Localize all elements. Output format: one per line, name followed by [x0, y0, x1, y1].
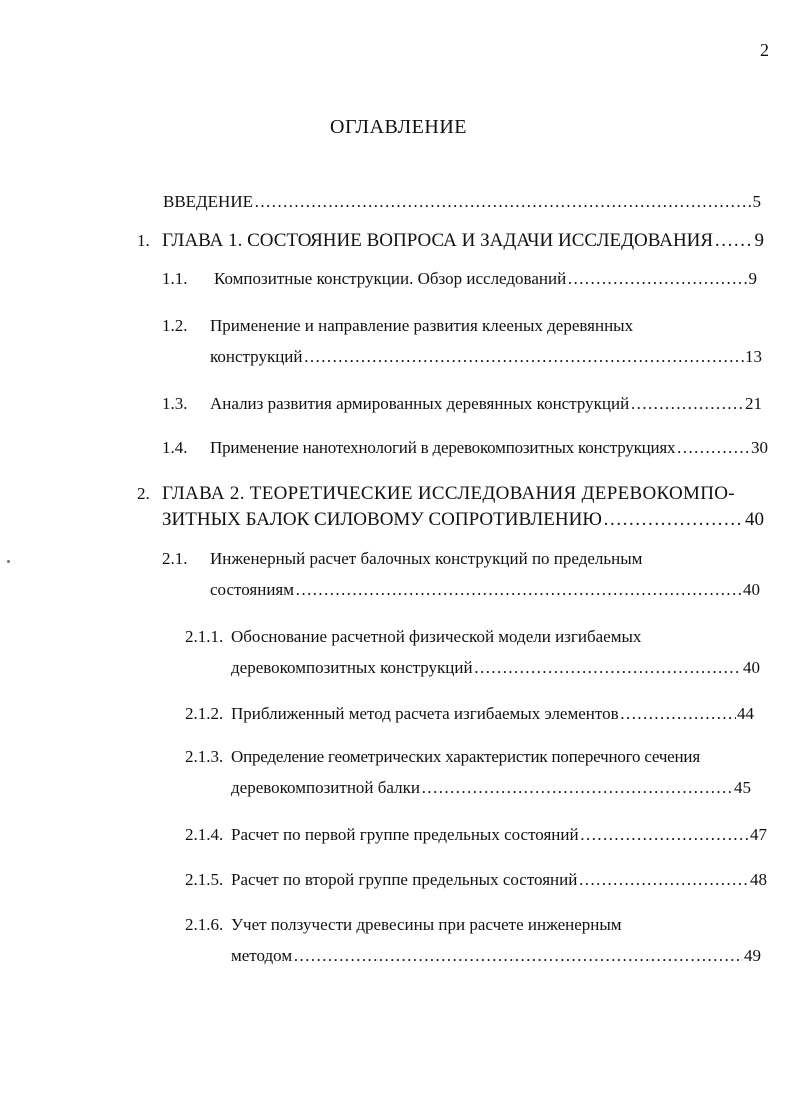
toc-entry-subsection-2-1-5[interactable]: [231, 869, 767, 891]
toc-entry-page: 5: [752, 192, 761, 211]
toc-entry-section-1-1[interactable]: [214, 268, 757, 290]
toc-leader-dots: [676, 437, 750, 459]
toc-entry-title: ЗИТНЫХ БАЛОК СИЛОВОМУ СОПРОТИВЛЕНИЮ: [162, 509, 602, 530]
toc-leader-dots: [295, 579, 742, 601]
toc-entry-page: 48: [750, 870, 767, 889]
toc-entry-subsection-2-1-6-line1[interactable]: Учет ползучести древесины при расчете инженерным: [231, 915, 622, 934]
toc-entry-title: деревокомпозитных конструкций: [231, 658, 473, 677]
toc-entry-title: деревокомпозитной балки: [231, 778, 420, 797]
toc-entry-subsection-2-1-2[interactable]: [231, 703, 754, 725]
toc-section-number: 1.1.: [162, 269, 188, 288]
toc-entry-subsection-2-1-4[interactable]: [231, 824, 767, 846]
toc-entry-title: Применение нанотехнологий в деревокомпозитных конструкциях: [210, 438, 676, 457]
toc-entry-section-2-1-line2[interactable]: [210, 579, 760, 601]
toc-section-number: 1.4.: [162, 438, 188, 457]
toc-section-number: 1.3.: [162, 394, 188, 413]
toc-entry-page: 40: [745, 509, 764, 530]
toc-leader-dots: [714, 230, 753, 252]
toc-entry-page: 47: [750, 825, 767, 844]
toc-leader-dots: [254, 191, 752, 213]
toc-entry-subsection-2-1-1-line2[interactable]: [231, 657, 760, 679]
toc-subsection-number: 2.1.2.: [185, 704, 224, 723]
toc-entry-page: 40: [743, 658, 760, 677]
toc-leader-dots: [474, 657, 742, 679]
toc-section-number: 2.1.: [162, 549, 188, 568]
toc-entry-chapter-2-line2[interactable]: [162, 509, 764, 531]
toc-entry-section-2-1-line1[interactable]: Инженерный расчет балочных конструкций по предельным: [210, 549, 643, 568]
toc-entry-section-1-2-line1[interactable]: Применение и направление развития клееных деревянных: [210, 316, 634, 335]
toc-chapter-number: 1.: [137, 231, 150, 250]
toc-section-number: 1.2.: [162, 316, 188, 335]
toc-entry-page: 44: [737, 704, 754, 723]
toc-entry-section-1-4[interactable]: [210, 437, 768, 459]
toc-entry-page: 21: [745, 394, 762, 413]
toc-entry-title: Анализ развития армированных деревянных конструкций: [210, 394, 630, 413]
toc-entry-subsection-2-1-1-line1[interactable]: Обоснование расчетной физической модели изгибаемых: [231, 627, 642, 646]
toc-leader-dots: [567, 268, 747, 290]
toc-entry-subsection-2-1-6-line2[interactable]: [231, 945, 761, 967]
toc-entry-title: конструкций: [210, 347, 303, 366]
toc-subsection-number: 2.1.1.: [185, 627, 224, 646]
scan-speck: [7, 560, 10, 563]
toc-entry-title: Расчет по второй группе предельных состояний: [231, 870, 578, 889]
toc-subsection-number: 2.1.5.: [185, 870, 224, 889]
toc-entry-chapter-2-line1[interactable]: ГЛАВА 2. ТЕОРЕТИЧЕСКИЕ ИССЛЕДОВАНИЯ ДЕРЕВОКОМПО-: [162, 483, 735, 504]
toc-entry-title: ВВЕДЕНИЕ: [163, 192, 253, 211]
toc-entry-title: Расчет по первой группе предельных состояний: [231, 825, 579, 844]
toc-leader-dots: [293, 945, 743, 967]
toc-leader-dots: [620, 703, 736, 725]
toc-entry-title: Композитные конструкции. Обзор исследований: [214, 269, 567, 288]
toc-leader-dots: [304, 346, 744, 368]
toc-entry-section-1-2-line2[interactable]: [210, 346, 762, 368]
toc-entry-section-1-3[interactable]: [210, 393, 762, 415]
page-number: 2: [760, 40, 769, 60]
toc-entry-subsection-2-1-3-line2[interactable]: [231, 777, 751, 799]
toc-entry-page: 30: [751, 438, 768, 457]
toc-entry-introduction[interactable]: [163, 191, 761, 213]
toc-entry-page: 13: [745, 347, 762, 366]
toc-leader-dots: [630, 393, 744, 415]
toc-entry-title: Приближенный метод расчета изгибаемых элементов: [231, 704, 619, 723]
toc-entry-page: 9: [748, 269, 757, 288]
toc-chapter-number: 2.: [137, 484, 150, 503]
toc-subsection-number: 2.1.6.: [185, 915, 224, 934]
toc-entry-page: 49: [744, 946, 761, 965]
page-title: ОГЛАВЛЕНИЕ: [330, 116, 467, 138]
toc-subsection-number: 2.1.4.: [185, 825, 224, 844]
toc-entry-title: ГЛАВА 1. СОСТОЯНИЕ ВОПРОСА И ЗАДАЧИ ИССЛЕДОВАНИЯ: [162, 230, 714, 251]
toc-entry-title: состояниям: [210, 580, 294, 599]
toc-entry-page: 9: [754, 230, 764, 251]
toc-entry-page: 45: [734, 778, 751, 797]
toc-entry-chapter-1[interactable]: [162, 230, 764, 252]
toc-leader-dots: [421, 777, 733, 799]
toc-subsection-number: 2.1.3.: [185, 747, 224, 766]
toc-entry-title: методом: [231, 946, 293, 965]
toc-leader-dots: [603, 509, 744, 531]
toc-leader-dots: [578, 869, 749, 891]
toc-leader-dots: [580, 824, 749, 846]
toc-entry-subsection-2-1-3-line1[interactable]: Определение геометрических характеристик поперечного сечения: [231, 747, 700, 766]
toc-entry-page: 40: [743, 580, 760, 599]
